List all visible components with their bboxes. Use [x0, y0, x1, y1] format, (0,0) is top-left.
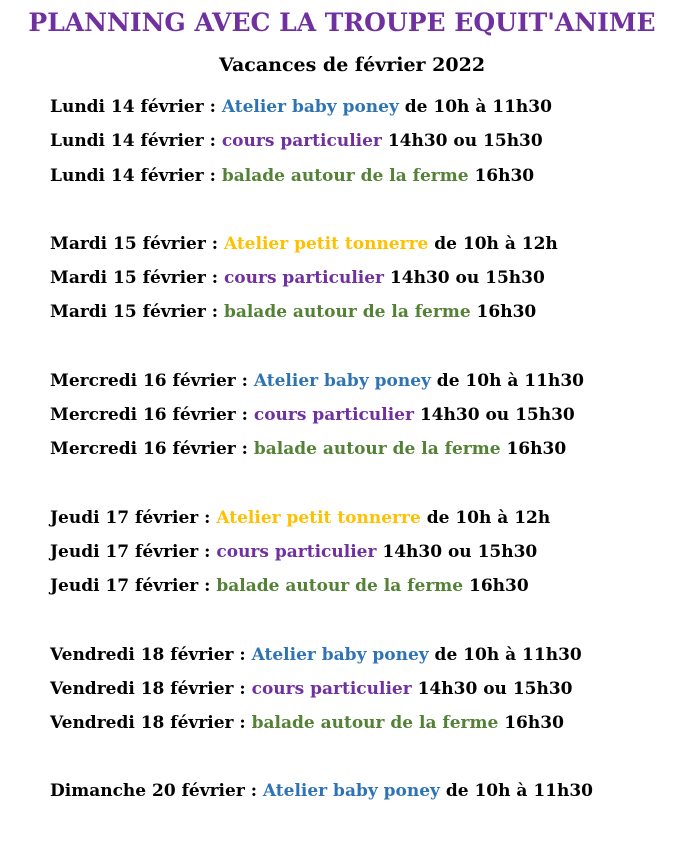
activity-petit-tonnerre: Atelier petit tonnerre [216, 507, 421, 528]
schedule-row [50, 535, 680, 569]
activity-cours-particulier: cours particulier [251, 678, 412, 699]
schedule-row [50, 501, 680, 535]
time-label: 14h30 ou 15h30 [413, 405, 575, 426]
schedule-row [50, 638, 680, 672]
page-title: PLANNING AVEC LA TROUPE EQUIT'ANIME [28, 8, 656, 37]
day-label: Mardi 15 février : [50, 268, 224, 289]
schedule-row [50, 706, 680, 740]
activity-petit-tonnerre: Atelier petit tonnerre [223, 233, 429, 254]
activity-balade: balade autour de la ferme [221, 165, 469, 186]
activity-cours-particulier: cours particulier [216, 541, 377, 562]
activity-balade: balade autour de la ferme [216, 576, 464, 597]
activity-balade: balade autour de la ferme [223, 302, 471, 323]
day-label: Vendredi 18 février : [50, 713, 252, 734]
schedule-row [50, 90, 680, 124]
day-group-dimanche [50, 774, 680, 808]
day-label: Lundi 14 février : [50, 97, 222, 117]
schedule-row [50, 364, 680, 398]
schedule-row [50, 774, 680, 808]
day-group-mardi [50, 227, 680, 330]
day-label: Mercredi 16 février : [50, 405, 254, 426]
day-group-vendredi [50, 638, 680, 741]
time-label: 16h30 [500, 439, 567, 460]
day-label: Vendredi 18 février : [50, 644, 252, 665]
schedule-row [50, 295, 680, 329]
day-label: Mercredi 16 février : [50, 439, 254, 460]
day-label: Lundi 14 février : [50, 165, 222, 186]
schedule [50, 90, 680, 843]
day-group-lundi [50, 90, 680, 193]
schedule-row [50, 672, 680, 706]
time-label: de 10h à 11h30 [430, 370, 584, 391]
time-label: de 10h à 11h30 [428, 644, 582, 665]
day-label: Mardi 15 février : [50, 302, 224, 323]
activity-baby-poney: Atelier baby poney [251, 644, 429, 665]
time-label: 14h30 ou 15h30 [376, 541, 538, 562]
day-label: Mardi 15 février : [50, 233, 224, 254]
schedule-row [50, 227, 680, 261]
time-label: 14h30 ou 15h30 [384, 268, 545, 289]
day-label: Dimanche 20 février : [50, 781, 263, 802]
time-label: de 10h à 12h [428, 233, 558, 254]
schedule-row [50, 261, 680, 295]
day-label: Jeudi 17 février : [50, 576, 217, 597]
time-label: 14h30 ou 15h30 [411, 678, 573, 699]
day-label: Lundi 14 février : [50, 131, 222, 152]
activity-baby-poney: Atelier baby poney [253, 370, 431, 391]
schedule-row [50, 569, 680, 603]
schedule-row [50, 159, 680, 193]
schedule-row [50, 398, 680, 432]
time-label: 16h30 [468, 165, 535, 186]
day-group-jeudi [50, 501, 680, 604]
activity-cours-particulier: cours particulier [223, 268, 385, 289]
day-label: Mercredi 16 février : [50, 370, 254, 391]
page-subtitle: Vacances de février 2022 [218, 54, 486, 76]
time-label: 14h30 ou 15h30 [381, 131, 543, 152]
schedule-row [50, 432, 680, 466]
activity-cours-particulier: cours particulier [221, 131, 382, 152]
time-label: de 10h à 11h30 [398, 97, 552, 117]
time-label: 16h30 [498, 713, 564, 734]
activity-baby-poney: Atelier baby poney [221, 97, 399, 117]
day-group-mercredi [50, 364, 680, 467]
time-label: de 10h à 12h [420, 507, 551, 528]
activity-balade: balade autour de la ferme [251, 713, 499, 734]
activity-cours-particulier: cours particulier [253, 405, 414, 426]
day-label: Jeudi 17 février : [50, 541, 217, 562]
day-label: Vendredi 18 février : [50, 678, 252, 699]
day-label: Jeudi 17 février : [50, 507, 217, 528]
schedule-row [50, 124, 680, 158]
time-label: de 10h à 11h30 [439, 781, 594, 802]
time-label: 16h30 [470, 302, 537, 323]
time-label: 16h30 [463, 576, 529, 597]
activity-balade: balade autour de la ferme [253, 439, 501, 460]
activity-baby-poney: Atelier baby poney [262, 781, 440, 802]
